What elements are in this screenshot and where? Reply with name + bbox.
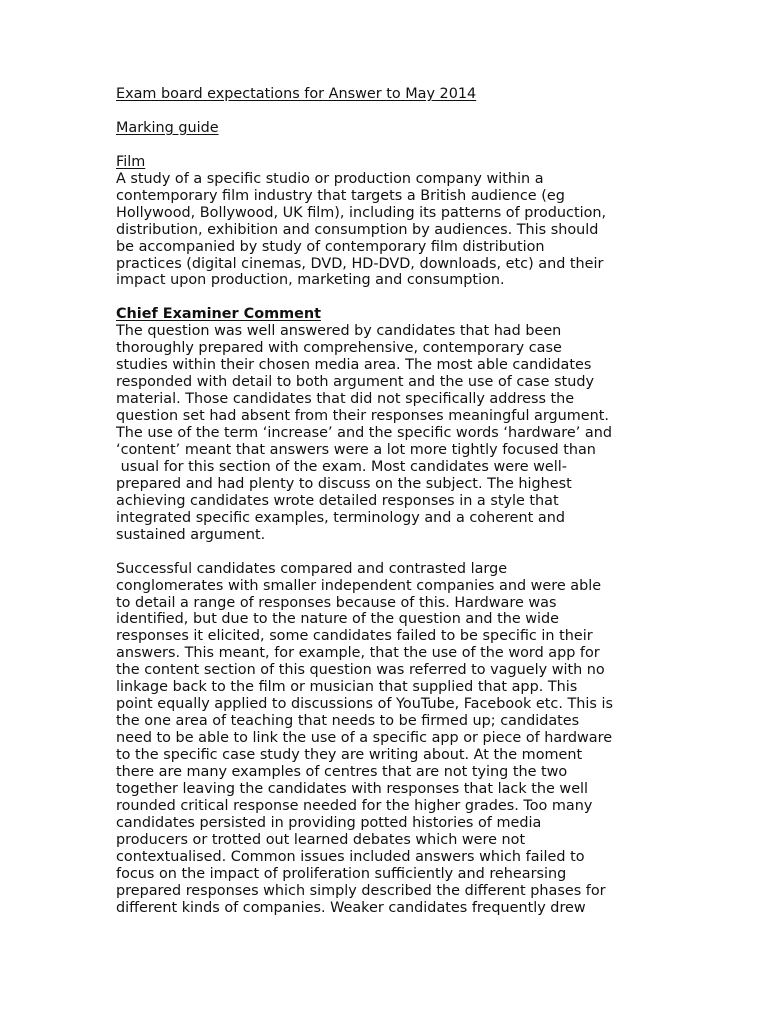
text-line: together leaving the candidates with responses that lack the well [116,781,589,798]
chief-examiner-heading: Chief Examiner Comment [116,306,321,323]
text-line: ‘content’ meant that answers were a lot more tightly focused than [116,441,596,458]
spacer [116,137,656,154]
text-line: need to be able to link the use of a specific app or piece of hardware [116,730,613,747]
text-line: linkage back to the film or musician that supplied that app. This [116,679,578,696]
text-line: Hollywood, Bollywood, UK film), including its patterns of production, [116,204,607,221]
text-line: producers or trotted out learned debates which were not [116,831,526,848]
text-line: to the specific case study they are writing about. At the moment [116,747,583,764]
text-line: studies within their chosen media area. The most able candidates [116,357,592,374]
text-line: conglomerates with smaller independent companies and were able [116,577,602,594]
text-line: achieving candidates wrote detailed responses in a style that [116,492,559,509]
text-line: focus on the impact of proliferation sufficiently and rehearsing [116,865,567,882]
text-line: answers. This meant, for example, that the use of the word app for [116,645,600,662]
document-title: Exam board expectations for Answer to May 2014 [116,86,477,102]
text-line: distribution, exhibition and consumption by audiences. This should [116,221,599,238]
text-line: material. Those candidates that did not specifically address the [116,391,575,408]
successful-candidates-paragraph [116,561,656,917]
text-line: identified, but due to the nature of the question and the wide [116,611,560,628]
marking-guide-heading: Marking guide [116,119,219,136]
spacer [116,289,656,306]
text-line: be accompanied by study of contemporary film distribution [116,238,545,255]
text-line: prepared responses which simply described the different phases for [116,882,606,899]
chief-examiner-paragraph [116,323,656,543]
film-paragraph [116,171,656,290]
text-line: impact upon production, marketing and consumption. [116,272,505,289]
text-line: practices (digital cinemas, DVD, HD-DVD, downloads, etc) and their [116,255,604,272]
document-page [116,86,656,917]
text-line: Successful candidates compared and contrasted large [116,560,508,577]
spacer [116,103,656,120]
text-line: rounded critical response needed for the higher grades. Too many [116,797,593,814]
text-line: usual for this section of the exam. Most candidates were well- [116,458,567,475]
text-line: responded with detail to both argument and the use of case study [116,374,594,391]
text-line: A study of a specific studio or production company within a [116,170,544,187]
text-line: thoroughly prepared with comprehensive, contemporary case [116,340,562,357]
text-line: The use of the term ‘increase’ and the specific words ‘hardware’ and [116,425,612,442]
text-line: the content section of this question was referred to vaguely with no [116,662,605,679]
text-line: different kinds of companies. Weaker candidates frequently drew [116,899,586,916]
text-line: contextualised. Common issues included answers which failed to [116,848,585,865]
film-heading: Film [116,153,146,170]
text-line: responses it elicited, some candidates failed to be specific in their [116,628,593,645]
spacer [116,544,656,561]
text-line: candidates persisted in providing potted histories of media [116,814,542,831]
text-line: point equally applied to discussions of YouTube, Facebook etc. This is [116,696,613,713]
text-line: question set had absent from their responses meaningful argument. [116,408,609,425]
text-line: integrated specific examples, terminology and a coherent and [116,509,565,526]
text-line: to detail a range of responses because of this. Hardware was [116,594,557,611]
text-line: prepared and had plenty to discuss on the subject. The highest [116,475,572,492]
text-line: The question was well answered by candidates that had been [116,323,562,340]
text-line: sustained argument. [116,526,266,543]
text-line: the one area of teaching that needs to be firmed up; candidates [116,713,580,730]
text-line: there are many examples of centres that are not tying the two [116,764,568,781]
text-line: contemporary film industry that targets a British audience (eg [116,187,565,204]
